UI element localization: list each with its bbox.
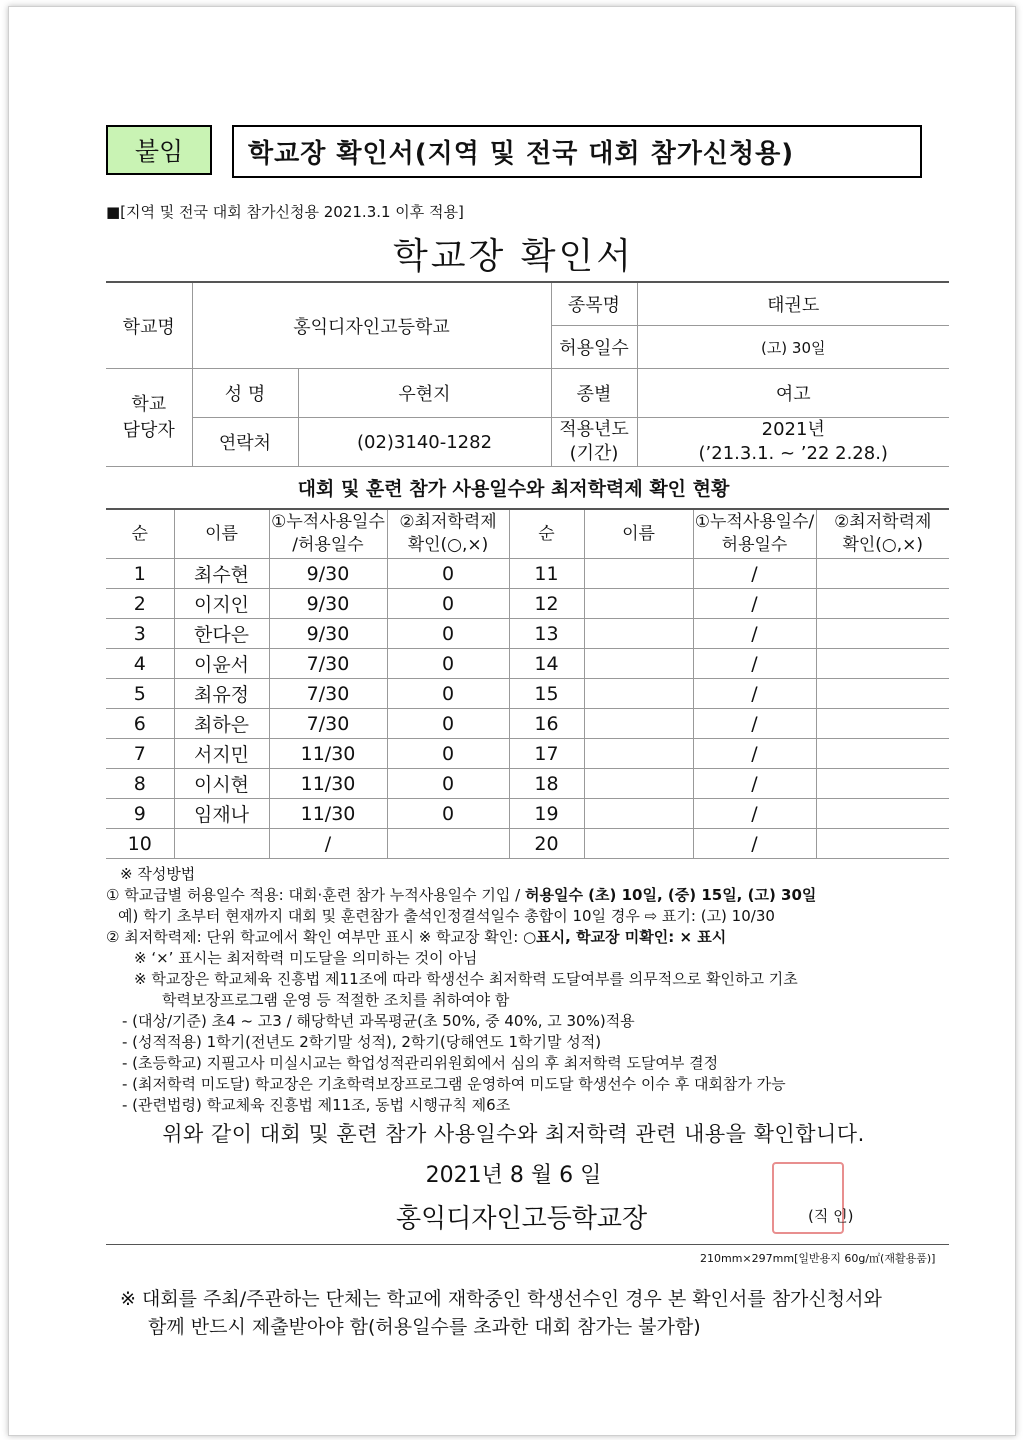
table-row (106, 559, 949, 589)
sport-label: 종목명 (551, 282, 637, 326)
note-8: - (초등학교) 지필고사 미실시교는 학업성적관리위원회에서 심의 후 최저학력 도달여부 결정 (122, 1054, 719, 1072)
row-academic-right (816, 739, 949, 769)
row-order: 3 (106, 619, 174, 649)
row-name: 임재나 (174, 799, 269, 829)
header-name-right: 이름 (584, 509, 693, 559)
manager-name-label: 성 명 (192, 369, 298, 418)
header-name: 이름 (174, 509, 269, 559)
row-order: 1 (106, 559, 174, 589)
header-academic: ②최저학력제 확인(○,×) (387, 509, 509, 559)
row-order: 9 (106, 799, 174, 829)
table-row (106, 799, 949, 829)
table-row (106, 649, 949, 679)
row-order-right: 16 (509, 709, 584, 739)
row-name-right (584, 799, 693, 829)
row-academic: 0 (387, 589, 509, 619)
table-row (106, 769, 949, 799)
note-1-example: 예) 학기 초부터 현재까지 대회 및 훈련참가 출석인정결석일수 총합이 10일 경우 ⇨ 표기: (고) 10/30 (118, 907, 775, 925)
row-order-right: 11 (509, 559, 584, 589)
writing-instructions (106, 864, 966, 1116)
row-academic: 0 (387, 619, 509, 649)
row-days-right: / (693, 769, 816, 799)
header-days-right: ①누적사용일수/ 허용일수 (693, 509, 816, 559)
footer-note (120, 1285, 940, 1341)
row-order-right: 20 (509, 829, 584, 859)
row-academic: 0 (387, 649, 509, 679)
row-academic-right (816, 649, 949, 679)
row-academic-right (816, 619, 949, 649)
row-days-right: / (693, 829, 816, 859)
contact-label: 연락처 (192, 418, 298, 467)
row-days-right: / (693, 559, 816, 589)
row-days: 11/30 (269, 769, 387, 799)
notes-heading: ※ 작성방법 (120, 865, 196, 883)
footer-line-1: ※ 대회를 주최/주관하는 단체는 학교에 재학중인 학생선수인 경우 본 확인서를 참가신청서와 (120, 1288, 882, 1310)
row-academic-right (816, 829, 949, 859)
note-1: ① 학교급별 허용일수 적용: 대회·훈련 참가 누적사용일수 기입 / 허용일수 (초) 10일, (중) 15일, (고) 30일 (106, 886, 817, 904)
signer-name: 홍익디자인고등학교장 (396, 1204, 648, 1234)
allowed-days-value: (고) 30일 (637, 326, 949, 369)
table-row (106, 679, 949, 709)
row-academic: 0 (387, 799, 509, 829)
issue-date: 2021년 8 월 6 일 (425, 1163, 602, 1188)
table-row (106, 619, 949, 649)
note-7: - (성적적용) 1학기(전년도 2학기말 성적), 2학기(당해연도 1학기말 성적) (122, 1033, 602, 1051)
row-name: 이시현 (174, 769, 269, 799)
row-days-right: / (693, 589, 816, 619)
allowed-days-label: 허용일수 (551, 326, 637, 369)
row-days: 9/30 (269, 619, 387, 649)
school-name-value: 홍익디자인고등학교 (192, 282, 551, 369)
year-label: 적용년도 (기간) (551, 418, 637, 467)
table-row (106, 589, 949, 619)
row-academic-right (816, 589, 949, 619)
row-name (174, 829, 269, 859)
row-days-right: / (693, 619, 816, 649)
gender-value: 여고 (637, 369, 949, 418)
manager-label: 학교 담당자 (106, 369, 192, 467)
row-name-right (584, 649, 693, 679)
row-order: 4 (106, 649, 174, 679)
row-name: 이윤서 (174, 649, 269, 679)
divider-line (106, 1244, 949, 1245)
row-order: 6 (106, 709, 174, 739)
header-academic-right: ②최저학력제 확인(○,×) (816, 509, 949, 559)
row-order-right: 19 (509, 799, 584, 829)
row-order-right: 13 (509, 619, 584, 649)
row-order: 5 (106, 679, 174, 709)
students-table (106, 508, 949, 859)
table-row (106, 739, 949, 769)
row-order-right: 18 (509, 769, 584, 799)
note-9: - (최저학력 미도달) 학교장은 기초학력보장프로그램 운영하여 미도달 학생선수 이수 후 대회참가 가능 (122, 1075, 786, 1093)
note-3: ※ ‘×’ 표시는 최저학력 미도달을 의미하는 것이 아님 (134, 949, 478, 967)
confirmation-statement: 위와 같이 대회 및 훈련 참가 사용일수와 최저학력 관련 내용을 확인합니다. (162, 1122, 865, 1146)
row-name-right (584, 619, 693, 649)
row-name: 서지민 (174, 739, 269, 769)
note-10: - (관련법령) 학교체육 진흥법 제11조, 동법 시행규칙 제6조 (122, 1096, 511, 1114)
row-days: 11/30 (269, 799, 387, 829)
row-name-right (584, 559, 693, 589)
sport-value: 태권도 (637, 282, 949, 326)
row-academic: 0 (387, 709, 509, 739)
row-academic: 0 (387, 679, 509, 709)
school-info-table (106, 281, 949, 467)
row-order: 10 (106, 829, 174, 859)
note-6: - (대상/기준) 초4 ~ 고3 / 해당학년 과목평균(초 50%, 중 40%, 고 30%)적용 (122, 1012, 635, 1030)
row-days: / (269, 829, 387, 859)
row-name-right (584, 709, 693, 739)
row-days: 11/30 (269, 739, 387, 769)
row-name-right (584, 589, 693, 619)
applicability-note: ■[지역 및 전국 대회 참가신청용 2021.3.1 이후 적용] (106, 203, 464, 221)
row-order: 8 (106, 769, 174, 799)
row-days-right: / (693, 709, 816, 739)
row-days: 9/30 (269, 589, 387, 619)
row-academic-right (816, 709, 949, 739)
row-days-right: / (693, 679, 816, 709)
row-order: 7 (106, 739, 174, 769)
row-academic: 0 (387, 739, 509, 769)
row-order: 2 (106, 589, 174, 619)
row-name-right (584, 829, 693, 859)
seal-label: (직 인) (808, 1207, 854, 1225)
table-header-row (106, 509, 949, 559)
header-order-right: 순 (509, 509, 584, 559)
form-title: 학교장 확인서(지역 및 전국 대회 참가신청용) (232, 125, 922, 178)
row-academic-right (816, 679, 949, 709)
row-name: 최수현 (174, 559, 269, 589)
table-row (106, 709, 949, 739)
row-academic-right (816, 799, 949, 829)
gender-label: 종별 (551, 369, 637, 418)
row-order-right: 14 (509, 649, 584, 679)
row-days: 9/30 (269, 559, 387, 589)
footer-line-2: 함께 반드시 제출받아야 함(허용일수를 초과한 대회 참가는 불가함) (148, 1316, 701, 1338)
row-academic: 0 (387, 769, 509, 799)
header-days: ①누적사용일수 /허용일수 (269, 509, 387, 559)
row-name: 이지인 (174, 589, 269, 619)
note-5: 학력보장프로그램 운영 등 적절한 조치를 취하여야 함 (162, 991, 510, 1009)
row-days: 7/30 (269, 649, 387, 679)
row-name-right (584, 679, 693, 709)
row-days-right: / (693, 799, 816, 829)
header-order: 순 (106, 509, 174, 559)
note-2: ② 최저학력제: 단위 학교에서 확인 여부만 표시 ※ 학교장 확인: ○표시, 학교장 미확인: × 표시 (106, 928, 727, 946)
manager-name-value: 우현지 (298, 369, 551, 418)
row-name-right (584, 739, 693, 769)
row-days-right: / (693, 649, 816, 679)
row-name: 최하은 (174, 709, 269, 739)
row-academic (387, 829, 509, 859)
paper-size-note: 210mm×297mm[일반용지 60g/㎡(재활용품)] (700, 1252, 936, 1265)
row-days: 7/30 (269, 709, 387, 739)
row-days-right: / (693, 739, 816, 769)
table-row (106, 829, 949, 859)
row-name: 최유정 (174, 679, 269, 709)
section-title: 대회 및 훈련 참가 사용일수와 최저학력제 확인 현황 (297, 478, 730, 500)
row-days: 7/30 (269, 679, 387, 709)
row-name-right (584, 769, 693, 799)
school-name-label: 학교명 (106, 282, 192, 369)
contact-value: (02)3140-1282 (298, 418, 551, 467)
main-title: 학교장 확인서 (392, 236, 635, 277)
row-academic-right (816, 769, 949, 799)
row-order-right: 12 (509, 589, 584, 619)
attachment-badge: 붙임 (106, 125, 212, 175)
row-name: 한다은 (174, 619, 269, 649)
note-4: ※ 학교장은 학교체육 진흥법 제11조에 따라 학생선수 최저학력 도달여부를 의무적으로 확인하고 기초 (134, 970, 798, 988)
year-value: 2021년 (’21.3.1. ~ ’22 2.28.) (637, 418, 949, 467)
row-academic: 0 (387, 559, 509, 589)
row-order-right: 17 (509, 739, 584, 769)
row-academic-right (816, 559, 949, 589)
row-order-right: 15 (509, 679, 584, 709)
